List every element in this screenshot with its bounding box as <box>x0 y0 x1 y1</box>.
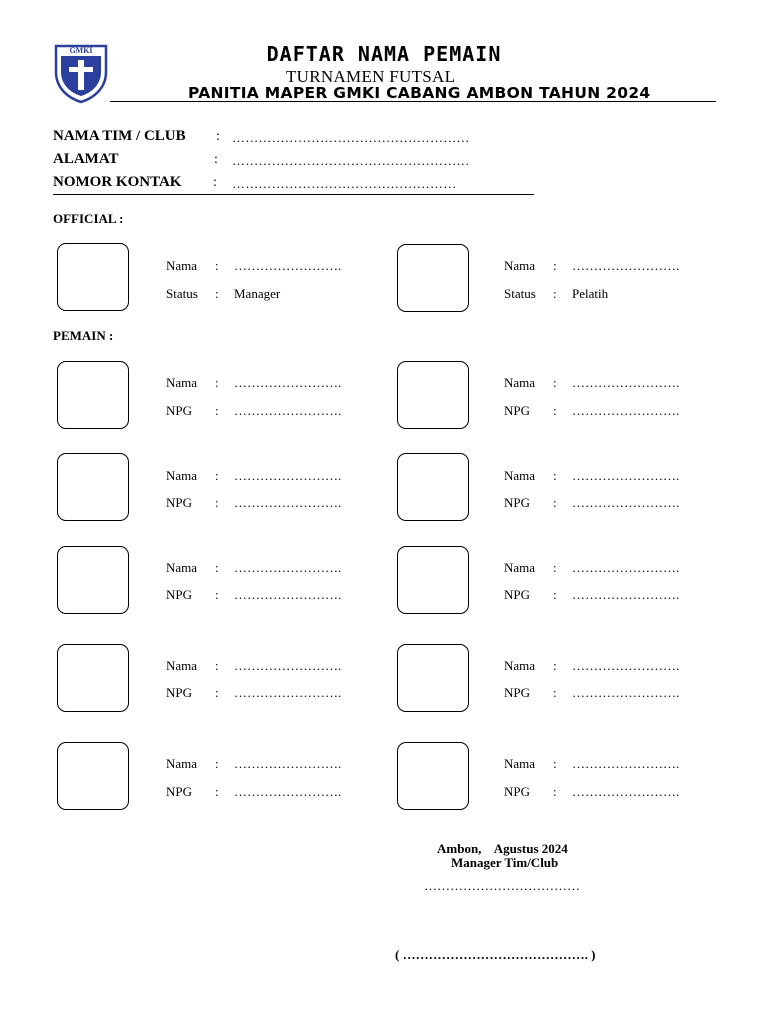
signature-role: Manager Tim/Club <box>451 855 559 870</box>
field-colon: : <box>215 587 219 602</box>
field-colon: : <box>553 560 557 575</box>
player-photo-box[interactable] <box>397 453 469 521</box>
committee-title: PANITIA MAPER GMKI CABANG AMBON TAHUN 2024 <box>188 84 651 102</box>
player-name-field[interactable]: ……………………. <box>572 375 680 390</box>
field-label: Nama <box>504 375 536 390</box>
field-label: NPG <box>166 403 193 418</box>
player-npg-field[interactable]: ……………………. <box>572 587 680 602</box>
field-colon: : <box>553 587 557 602</box>
team-name-colon: : <box>216 129 220 144</box>
player-npg-row <box>504 685 724 701</box>
player-name-field[interactable]: ……………………. <box>234 375 342 390</box>
player-npg-field[interactable]: ……………………. <box>234 403 342 418</box>
player-npg-row <box>166 587 386 603</box>
player-npg-field[interactable]: ……………………. <box>234 495 342 510</box>
field-label: Nama <box>504 756 536 771</box>
field-colon: : <box>553 685 557 700</box>
address-label: ALAMAT <box>53 151 119 167</box>
players-heading: PEMAIN : <box>53 328 114 343</box>
field-colon: : <box>215 258 219 273</box>
field-colon: : <box>215 784 219 799</box>
field-label: NPG <box>504 495 531 510</box>
signature-name-line[interactable]: ( ……………………………………. ) <box>395 947 596 962</box>
player-photo-box[interactable] <box>397 742 469 810</box>
player-name-field[interactable]: ……………………. <box>572 560 680 575</box>
field-label: NPG <box>504 587 531 602</box>
field-colon: : <box>215 685 219 700</box>
player-photo-box[interactable] <box>57 644 129 712</box>
player-name-field[interactable]: ……………………. <box>234 756 342 771</box>
player-photo-box[interactable] <box>57 453 129 521</box>
field-colon: : <box>215 560 219 575</box>
page-subtitle: TURNAMEN FUTSAL <box>286 67 456 86</box>
player-npg-row <box>166 685 386 701</box>
address-colon: : <box>214 152 218 167</box>
field-colon: : <box>215 375 219 390</box>
field-colon: : <box>553 375 557 390</box>
team-info-divider <box>53 194 534 195</box>
signature-line[interactable]: ……………………………… <box>424 878 580 893</box>
official-status-row <box>504 286 724 302</box>
player-npg-field[interactable]: ……………………. <box>572 403 680 418</box>
field-label: Nama <box>166 560 198 575</box>
official-status-value: Pelatih <box>572 286 609 301</box>
address-field[interactable]: ……………………………………………… <box>232 153 470 168</box>
field-label: NPG <box>504 784 531 799</box>
player-photo-box[interactable] <box>57 361 129 429</box>
field-colon: : <box>215 286 219 301</box>
player-name-field[interactable]: ……………………. <box>234 560 342 575</box>
player-npg-field[interactable]: ……………………. <box>572 685 680 700</box>
player-name-field[interactable]: ……………………. <box>572 756 680 771</box>
player-photo-box[interactable] <box>397 361 469 429</box>
player-name-row <box>504 468 724 484</box>
player-name-row <box>504 375 724 391</box>
official-photo-box[interactable] <box>397 244 469 312</box>
field-colon: : <box>215 468 219 483</box>
player-npg-field[interactable]: ……………………. <box>234 587 342 602</box>
field-label: Nama <box>166 258 198 273</box>
field-label: NPG <box>166 587 193 602</box>
player-name-row <box>504 658 724 674</box>
signature-place-date: Ambon, Agustus 2024 <box>437 841 568 856</box>
field-label: Nama <box>504 658 536 673</box>
field-colon: : <box>553 468 557 483</box>
player-name-row <box>166 560 386 576</box>
field-colon: : <box>553 403 557 418</box>
field-label: NPG <box>166 495 193 510</box>
official-photo-box[interactable] <box>57 243 129 311</box>
field-label: Status <box>504 286 536 301</box>
official-name-row <box>166 258 386 274</box>
field-label: Nama <box>166 468 198 483</box>
team-name-field[interactable]: ……………………………………………… <box>232 130 470 145</box>
field-label: Status <box>166 286 198 301</box>
player-npg-row <box>504 495 724 511</box>
field-label: NPG <box>166 685 193 700</box>
field-colon: : <box>553 286 557 301</box>
player-npg-row <box>166 784 386 800</box>
team-name-label: NAMA TIM / CLUB <box>53 128 186 144</box>
contact-colon: : <box>213 175 217 190</box>
field-colon: : <box>553 658 557 673</box>
player-npg-field[interactable]: ……………………. <box>572 495 680 510</box>
player-photo-box[interactable] <box>57 742 129 810</box>
player-npg-field[interactable]: ……………………. <box>572 784 680 799</box>
field-colon: : <box>215 756 219 771</box>
official-name-field[interactable]: ……………………. <box>234 258 342 273</box>
field-label: Nama <box>504 560 536 575</box>
header-divider <box>110 101 716 102</box>
field-label: Nama <box>166 658 198 673</box>
player-name-row <box>166 756 386 772</box>
player-name-row <box>166 468 386 484</box>
field-colon: : <box>215 403 219 418</box>
field-label: Nama <box>504 258 536 273</box>
field-colon: : <box>553 495 557 510</box>
field-colon: : <box>553 258 557 273</box>
player-name-field[interactable]: ……………………. <box>572 468 680 483</box>
official-name-field[interactable]: ……………………. <box>572 258 680 273</box>
field-label: NPG <box>504 685 531 700</box>
field-colon: : <box>215 658 219 673</box>
field-label: NPG <box>166 784 193 799</box>
field-label: NPG <box>504 403 531 418</box>
player-npg-row <box>504 587 724 603</box>
field-colon: : <box>553 784 557 799</box>
field-colon: : <box>215 495 219 510</box>
player-npg-row <box>504 784 724 800</box>
field-label: Nama <box>166 375 198 390</box>
field-label: Nama <box>504 468 536 483</box>
player-name-row <box>504 560 724 576</box>
player-npg-row <box>504 403 724 419</box>
player-name-row <box>166 658 386 674</box>
official-status-row <box>166 286 386 302</box>
contact-label: NOMOR KONTAK <box>53 174 182 190</box>
contact-field[interactable]: …………………………………………… <box>232 176 457 191</box>
player-photo-box[interactable] <box>397 644 469 712</box>
player-photo-box[interactable] <box>57 546 129 614</box>
field-label: Nama <box>166 756 198 771</box>
player-name-field[interactable]: ……………………. <box>234 658 342 673</box>
player-name-row <box>504 756 724 772</box>
player-name-row <box>166 375 386 391</box>
page-title: DAFTAR NAMA PEMAIN <box>266 42 502 66</box>
field-colon: : <box>553 756 557 771</box>
player-npg-field[interactable]: ……………………. <box>234 784 342 799</box>
official-status-value: Manager <box>234 286 281 301</box>
logo-text: GMKI <box>69 46 93 55</box>
player-npg-row <box>166 495 386 511</box>
player-npg-row <box>166 403 386 419</box>
player-name-field[interactable]: ……………………. <box>572 658 680 673</box>
player-photo-box[interactable] <box>397 546 469 614</box>
player-npg-field[interactable]: ……………………. <box>234 685 342 700</box>
official-name-row <box>504 258 724 274</box>
official-heading: OFFICIAL : <box>53 211 124 226</box>
player-name-field[interactable]: ……………………. <box>234 468 342 483</box>
